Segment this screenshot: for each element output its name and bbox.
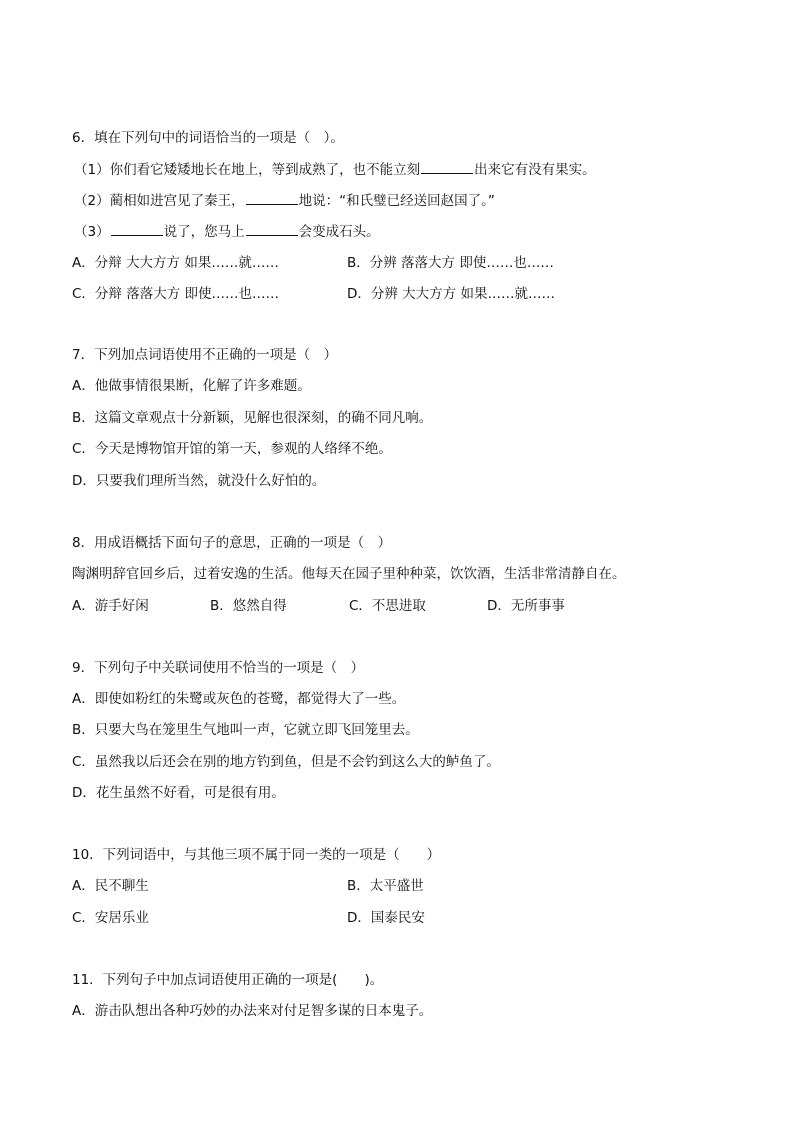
question-10-option-d: D．国泰民安 (347, 910, 425, 926)
question-6-stem: 6．填在下列句中的词语恰当的一项是（ ）。 (72, 130, 344, 146)
question-8-stem: 8．用成语概括下面句子的意思，正确的一项是（ ） (72, 535, 392, 551)
fill-blank (111, 221, 163, 236)
question-9-stem: 9．下列句子中关联词使用不恰当的一项是（ ） (72, 660, 365, 676)
question-8-option-d: D．无所事事 (487, 598, 565, 614)
sentence-3-part-b: 说了，您马上 (163, 224, 245, 240)
question-8-option-b: B．悠然自得 (210, 598, 287, 614)
sentence-2-part-b: 地说：“和氏璧已经送回赵国了。” (298, 193, 495, 209)
fill-blank (246, 221, 298, 236)
question-7-option-c: C．今天是博物馆开馆的第一天，参观的人络绎不绝。 (72, 441, 392, 457)
fill-blank (421, 159, 473, 174)
sentence-2-part-a: （2）蔺相如进宫见了秦王， (74, 193, 245, 209)
sentence-1-part-b: 出来它有没有果实。 (474, 162, 596, 178)
question-6-option-b: B．分辨 落落大方 即使……也…… (347, 255, 554, 271)
sentence-3-part-a: （3） (74, 224, 110, 240)
question-7-option-a: A．他做事情很果断，化解了许多难题。 (72, 378, 311, 394)
question-8-option-c: C．不思进取 (349, 598, 426, 614)
question-10-stem: 10．下列词语中，与其他三项不属于同一类的一项是（ ） (72, 847, 441, 863)
question-7-option-d: D．只要我们理所当然，就没什么好怕的。 (72, 473, 326, 489)
question-9-option-d: D．花生虽然不好看，可是很有用。 (72, 785, 285, 801)
question-11-option-a: A．游击队想出各种巧妙的办法来对付足智多谋的日本鬼子。 (72, 1003, 433, 1019)
question-7-option-b: B．这篇文章观点十分新颖，见解也很深刻，的确不同凡响。 (72, 410, 433, 426)
question-6-option-c: C．分辩 落落大方 即使……也…… (72, 286, 280, 302)
question-10-option-b: B．太平盛世 (347, 878, 424, 894)
question-6-sentence-2 (74, 190, 495, 210)
sentence-3-part-c: 会变成石头。 (298, 224, 380, 240)
question-9-option-c: C．虽然我以后还会在别的地方钓到鱼，但是不会钓到这么大的鲈鱼了。 (72, 754, 500, 770)
question-8-option-a: A．游手好闲 (72, 598, 149, 614)
fill-blank (246, 190, 298, 205)
sentence-1-part-a: （1）你们看它矮矮地长在地上，等到成熟了，也不能立刻 (74, 162, 421, 178)
question-6-option-d: D．分辨 大大方方 如果……就…… (347, 286, 555, 302)
question-7-stem: 7．下列加点词语使用不正确的一项是（ ） (72, 347, 338, 363)
question-6-option-a: A．分辩 大大方方 如果……就…… (72, 255, 279, 271)
question-10-option-c: C．安居乐业 (72, 910, 149, 926)
question-10-option-a: A．民不聊生 (72, 878, 149, 894)
question-6-sentence-1 (74, 159, 596, 179)
question-6-sentence-3 (74, 221, 380, 241)
question-11-stem: 11．下列句子中加点词语使用正确的一项是( )。 (72, 972, 384, 988)
question-9-option-b: B．只要大鸟在笼里生气地叫一声，它就立即飞回笼里去。 (72, 722, 419, 738)
question-9-option-a: A．即使如粉红的朱鹭或灰色的苍鹭，都觉得大了一些。 (72, 691, 406, 707)
question-8-passage: 陶渊明辞官回乡后，过着安逸的生活。他每天在园子里种种菜，饮饮酒，生活非常清静自在。 (72, 566, 626, 582)
